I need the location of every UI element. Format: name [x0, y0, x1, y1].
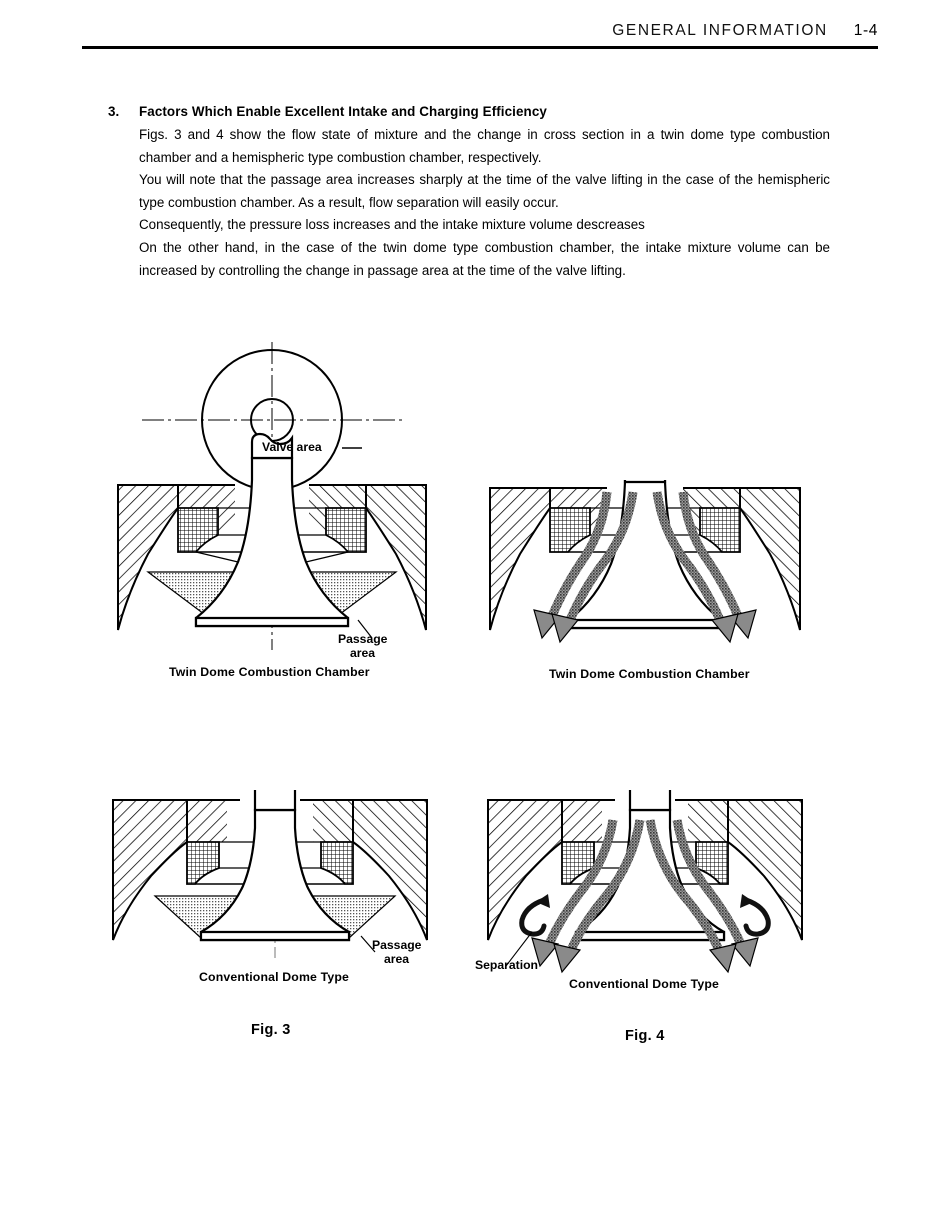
caption-fig3-top: Twin Dome Combustion Chamber [169, 665, 370, 679]
separation-vortex-right [740, 894, 768, 934]
valve-body [196, 458, 348, 626]
header-title: GENERAL INFORMATION [612, 22, 828, 39]
paragraph-2: You will note that the passage area increases sharply at the time of the valve lifting in the case of the hemispheric type combustion chamber. As a result, flow separation will easily occur. [139, 172, 830, 210]
paragraph-3: Consequently, the pressure loss increases and the intake mixture volume descreases [139, 217, 645, 233]
cylinder-head-left [118, 485, 178, 630]
page-header [82, 22, 878, 40]
valve-face-rim [576, 932, 724, 940]
figure-3-top-diagram [100, 330, 440, 660]
valve-seat-insert-left [187, 842, 219, 884]
valve-face-rim [196, 618, 348, 626]
cylinder-head-left [113, 800, 187, 940]
figure-number-4: Fig. 4 [625, 1028, 665, 1044]
annotation-passage-area-line1: Passage [372, 938, 422, 952]
valve-seat-insert-right [700, 508, 740, 552]
paragraph-1: Figs. 3 and 4 show the flow state of mixture and the change in cross section in a twin dome type combustion chamber and a hemispheric type combustion chamber, respectively. [139, 127, 830, 165]
annotation-passage-area-line2: area [350, 646, 376, 660]
caption-fig4-bottom: Conventional Dome Type [569, 977, 719, 991]
section-heading-text: Factors Which Enable Excellent Intake and Charging Efficiency [139, 104, 547, 119]
separation-vortex-left [522, 894, 550, 934]
header-page-number: 1-4 [853, 22, 878, 39]
figure-4-top-diagram [470, 480, 820, 660]
valve-face-rim [201, 932, 349, 940]
valve-seat-insert-right [326, 508, 366, 552]
valve-stem-top [625, 480, 665, 482]
valve-seat-insert-left [550, 508, 590, 552]
valve-seat-insert-left [178, 508, 218, 552]
valve-face-rim [569, 620, 721, 628]
valve-seat-insert-right [321, 842, 353, 884]
cylinder-head-right [728, 800, 802, 940]
valve-stem-top [630, 790, 670, 810]
body-text [108, 104, 830, 282]
annotation-passage-area-line1: Passage [338, 632, 388, 646]
caption-fig4-top: Twin Dome Combustion Chamber [549, 667, 750, 681]
annotation-separation: Separation [475, 958, 538, 972]
header-divider [82, 46, 878, 49]
figure-number-3: Fig. 3 [251, 1022, 291, 1038]
caption-fig3-bottom: Conventional Dome Type [199, 970, 349, 984]
cylinder-head-right [366, 485, 426, 630]
cylinder-head-left [488, 800, 562, 940]
annotation-valve-area: Valve area [262, 440, 322, 454]
cylinder-head-left [490, 488, 550, 630]
figure-4-bottom-diagram [470, 790, 820, 980]
section-number: 3. [108, 104, 120, 119]
cylinder-head-right [740, 488, 800, 630]
valve-stem-top [255, 790, 295, 810]
figure-3-bottom-diagram [95, 790, 445, 970]
section-heading [108, 104, 830, 119]
paragraph-4: On the other hand, in the case of the twin dome type combustion chamber, the intake mixture volume can be increased by controlling the change in passage area at the time of the valve lifting. [139, 239, 830, 278]
annotation-passage-area-line2: area [384, 952, 410, 966]
